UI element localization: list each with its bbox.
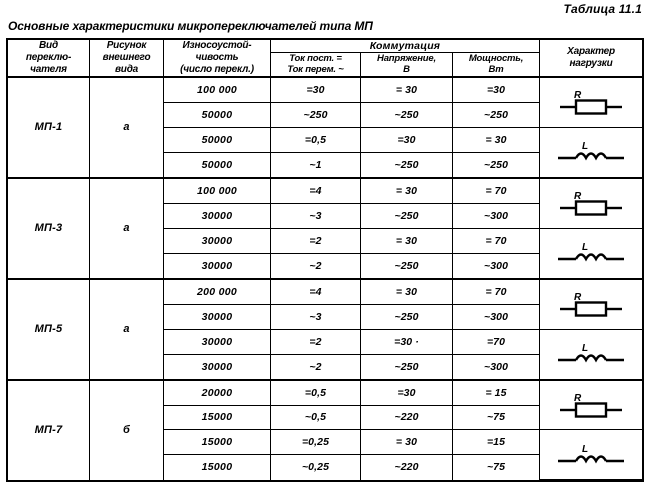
table-row (8, 77, 643, 103)
resistor-symbol (540, 380, 643, 430)
power-cell: = 15 (453, 380, 540, 406)
characteristics-table (7, 39, 643, 481)
table-row (8, 380, 643, 406)
voltage-cell: ~250 (361, 304, 453, 329)
voltage-cell: = 30 (361, 77, 453, 103)
drawing-ref-cell: а (90, 178, 164, 279)
header-load-character (540, 40, 643, 77)
voltage-cell: ~250 (361, 203, 453, 228)
voltage-cell: ~220 (361, 455, 453, 480)
voltage-cell: ~250 (361, 152, 453, 178)
header-current-line-2: Ток перем. ~ (287, 64, 344, 76)
header-load-line-1: Характер (567, 46, 615, 58)
current-cell: ~2 (271, 354, 361, 380)
current-cell: =0,5 (271, 127, 361, 152)
header-voltage (361, 53, 453, 77)
header-drawing-line-1: Рисунок (106, 40, 147, 52)
wear-resistance-cell: 15000 (164, 405, 271, 430)
header-voltage-line-2: В (403, 64, 410, 76)
switch-type-cell: МП-7 (8, 380, 90, 481)
resistor-symbol (540, 279, 643, 329)
current-cell: ~0,5 (271, 405, 361, 430)
inductor-symbol (540, 430, 643, 480)
voltage-cell: =30 (361, 127, 453, 152)
header-current (271, 53, 361, 77)
table-body (8, 77, 643, 480)
table-header (8, 40, 643, 77)
wear-resistance-cell: 15000 (164, 455, 271, 480)
drawing-ref-cell: б (90, 380, 164, 481)
voltage-cell: =30 (361, 380, 453, 406)
power-cell: ~75 (453, 405, 540, 430)
voltage-cell: =30 · (361, 329, 453, 354)
current-cell: ~3 (271, 304, 361, 329)
header-switch-type-line-1: Вид (39, 40, 58, 52)
table-row (8, 178, 643, 204)
table-number: Таблица 11.1 (563, 2, 642, 16)
power-cell: = 70 (453, 178, 540, 204)
power-cell: =15 (453, 430, 540, 455)
header-voltage-line-1: Напряжение, (377, 53, 436, 64)
power-cell: ~300 (453, 253, 540, 279)
current-cell: ~3 (271, 203, 361, 228)
header-switch-type-line-3: чателя (30, 63, 67, 75)
wear-resistance-cell: 20000 (164, 380, 271, 406)
header-row-top (8, 40, 643, 53)
drawing-ref-cell: а (90, 77, 164, 178)
wear-resistance-cell: 30000 (164, 203, 271, 228)
header-switching-group: Коммутация (271, 40, 540, 53)
header-wear-line-3: (число перекл.) (180, 63, 254, 75)
wear-resistance-cell: 50000 (164, 127, 271, 152)
header-drawing-line-3: вида (114, 63, 139, 75)
svg-text:L: L (582, 141, 589, 153)
wear-resistance-cell: 15000 (164, 430, 271, 455)
inductor-symbol (540, 228, 643, 278)
header-switch-type (8, 40, 90, 77)
power-cell: ~75 (453, 455, 540, 480)
current-cell: =0,5 (271, 380, 361, 406)
power-cell: =70 (453, 329, 540, 354)
header-drawing (90, 40, 164, 77)
wear-resistance-cell: 30000 (164, 304, 271, 329)
power-cell: = 30 (453, 127, 540, 152)
svg-text:R: R (574, 292, 582, 304)
header-wear-resistance (164, 40, 271, 77)
svg-text:R: R (574, 392, 582, 404)
current-cell: ~2 (271, 253, 361, 279)
header-power-line-2: Вт (488, 64, 504, 76)
header-power (453, 53, 540, 77)
inductor-symbol (540, 127, 643, 177)
header-switch-type-line-2: переклю- (25, 51, 72, 63)
switch-type-cell: МП-1 (8, 77, 90, 178)
svg-text:L: L (582, 242, 589, 254)
header-power-line-1: Мощность, (468, 53, 524, 64)
header-wear-line-1: Износоустой- (182, 40, 252, 52)
current-cell: =2 (271, 228, 361, 253)
voltage-cell: ~250 (361, 253, 453, 279)
voltage-cell: ~220 (361, 405, 453, 430)
wear-resistance-cell: 30000 (164, 329, 271, 354)
table-row (8, 279, 643, 305)
current-cell: ~250 (271, 102, 361, 127)
current-cell: =30 (271, 77, 361, 103)
wear-resistance-cell: 30000 (164, 253, 271, 279)
table-title: Основные характеристики микропереключателей типа МП (8, 19, 373, 33)
voltage-cell: = 30 (361, 178, 453, 204)
caption-area (0, 0, 650, 38)
power-cell: ~250 (453, 102, 540, 127)
svg-text:R: R (574, 191, 582, 203)
current-cell: =2 (271, 329, 361, 354)
power-cell: =30 (453, 77, 540, 103)
voltage-cell: = 30 (361, 430, 453, 455)
wear-resistance-cell: 100 000 (164, 178, 271, 204)
characteristics-table-wrapper (7, 39, 643, 481)
svg-text:L: L (582, 443, 589, 455)
wear-resistance-cell: 30000 (164, 354, 271, 380)
resistor-symbol (540, 178, 643, 228)
current-cell: =0,25 (271, 430, 361, 455)
current-cell: ~0,25 (271, 455, 361, 480)
header-current-line-1: Ток пост. = (289, 53, 342, 64)
power-cell: = 70 (453, 279, 540, 305)
voltage-cell: ~250 (361, 102, 453, 127)
drawing-ref-cell: а (90, 279, 164, 380)
wear-resistance-cell: 50000 (164, 102, 271, 127)
svg-text:R: R (574, 90, 582, 102)
wear-resistance-cell: 200 000 (164, 279, 271, 305)
current-cell: =4 (271, 178, 361, 204)
inductor-symbol (540, 329, 643, 379)
resistor-symbol (540, 77, 643, 127)
header-drawing-line-2: внешнего (102, 51, 151, 63)
wear-resistance-cell: 50000 (164, 152, 271, 178)
header-wear-line-2: чивость (195, 51, 239, 63)
switch-type-cell: МП-3 (8, 178, 90, 279)
voltage-cell: ~250 (361, 354, 453, 380)
power-cell: ~300 (453, 304, 540, 329)
header-load-line-2: нагрузки (569, 57, 613, 69)
voltage-cell: = 30 (361, 279, 453, 305)
current-cell: ~1 (271, 152, 361, 178)
svg-text:L: L (582, 343, 589, 355)
current-cell: =4 (271, 279, 361, 305)
power-cell: ~300 (453, 354, 540, 380)
power-cell: ~250 (453, 152, 540, 178)
wear-resistance-cell: 100 000 (164, 77, 271, 103)
power-cell: ~300 (453, 203, 540, 228)
switch-type-cell: МП-5 (8, 279, 90, 380)
wear-resistance-cell: 30000 (164, 228, 271, 253)
power-cell: = 70 (453, 228, 540, 253)
voltage-cell: = 30 (361, 228, 453, 253)
